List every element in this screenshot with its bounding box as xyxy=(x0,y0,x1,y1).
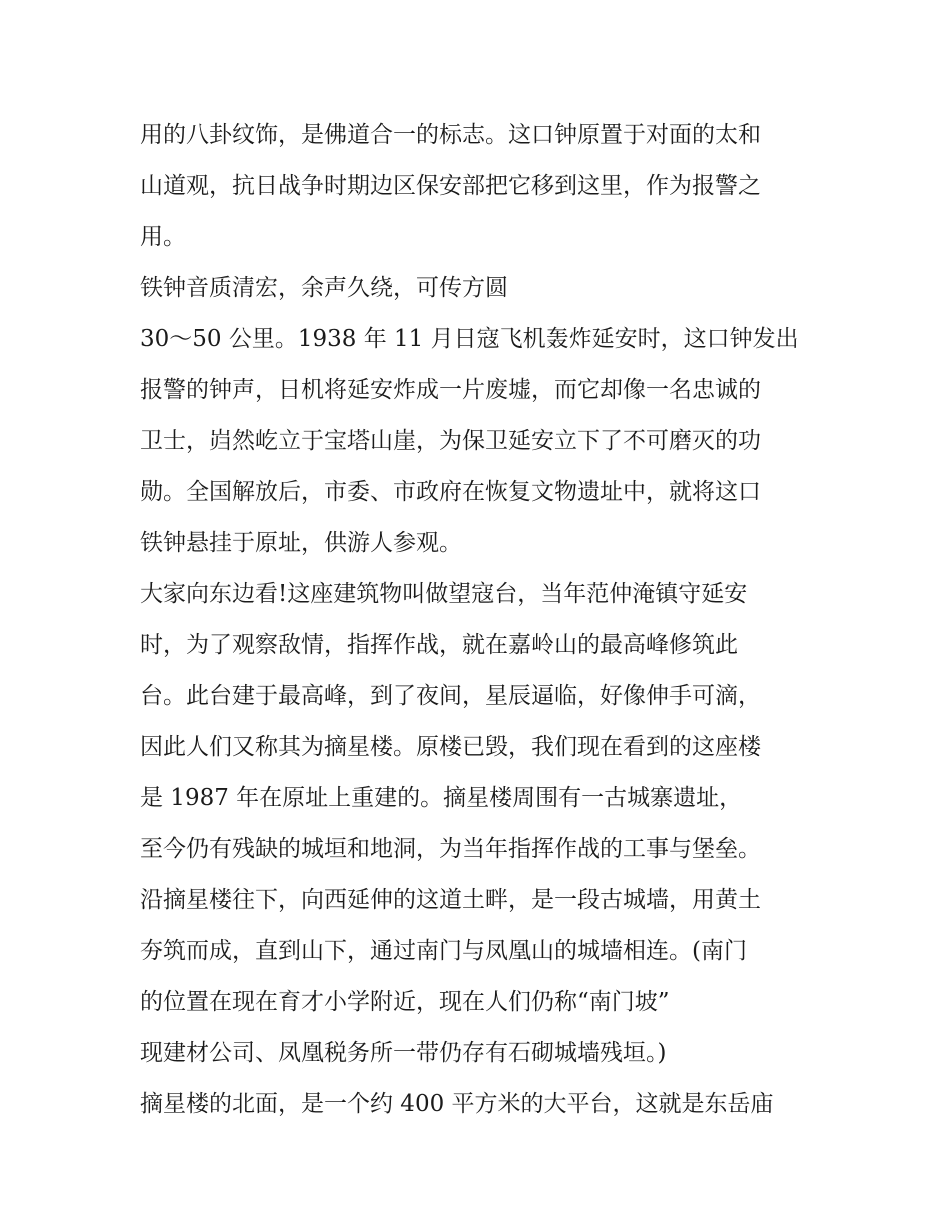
text-line: 卫士，岿然屹立于宝塔山崖，为保卫延安立下了不可磨灭的功 xyxy=(140,428,761,454)
text-line: 是 1987 年在原址上重建的。摘星楼周围有一古城寨遗址， xyxy=(140,785,743,811)
text-line: 摘星楼的北面，是一个约 400 平方米的大平台，这就是东岳庙 xyxy=(140,1091,774,1117)
text-line: 用。 xyxy=(140,224,186,250)
text-line: 现建材公司、凤凰税务所一带仍存有石砌城墙残垣。) xyxy=(140,1040,667,1066)
text-line: 30～50 公里。1938 年 11 月日寇飞机轰炸延安时，这口钟发出 xyxy=(140,326,799,352)
text-line: 沿摘星楼往下，向西延伸的这道土畔，是一段古城墙，用黄土 xyxy=(140,887,761,913)
text-line: 因此人们又称其为摘星楼。原楼已毁，我们现在看到的这座楼 xyxy=(140,734,761,760)
text-line: 铁钟悬挂于原址，供游人参观。 xyxy=(140,530,462,556)
text-line: 至今仍有残缺的城垣和地洞，为当年指挥作战的工事与堡垒。 xyxy=(140,836,761,862)
text-line: 报警的钟声，日机将延安炸成一片废墟，而它却像一名忠诚的 xyxy=(140,377,761,403)
text-line: 时，为了观察敌情，指挥作战，就在嘉岭山的最高峰修筑此 xyxy=(140,632,738,658)
text-line: 大家向东边看!这座建筑物叫做望寇台，当年范仲淹镇守延安 xyxy=(140,581,748,607)
text-line: 山道观，抗日战争时期边区保安部把它移到这里，作为报警之 xyxy=(140,173,761,199)
text-line: 用的八卦纹饰，是佛道合一的标志。这口钟原置于对面的太和 xyxy=(140,122,761,148)
text-line: 夯筑而成，直到山下，通过南门与凤凰山的城墙相连。(南门 xyxy=(140,938,747,964)
body-text xyxy=(140,110,830,1130)
text-line: 台。此台建于最高峰，到了夜间，星辰逼临，好像伸手可滴， xyxy=(140,683,761,709)
text-line: 勋。全国解放后，市委、市政府在恢复文物遗址中，就将这口 xyxy=(140,479,761,505)
text-line: 铁钟音质清宏，余声久绕，可传方圆 xyxy=(140,275,508,301)
text-line: 的位置在现在育才小学附近，现在人们仍称“南门坡” xyxy=(140,989,670,1015)
